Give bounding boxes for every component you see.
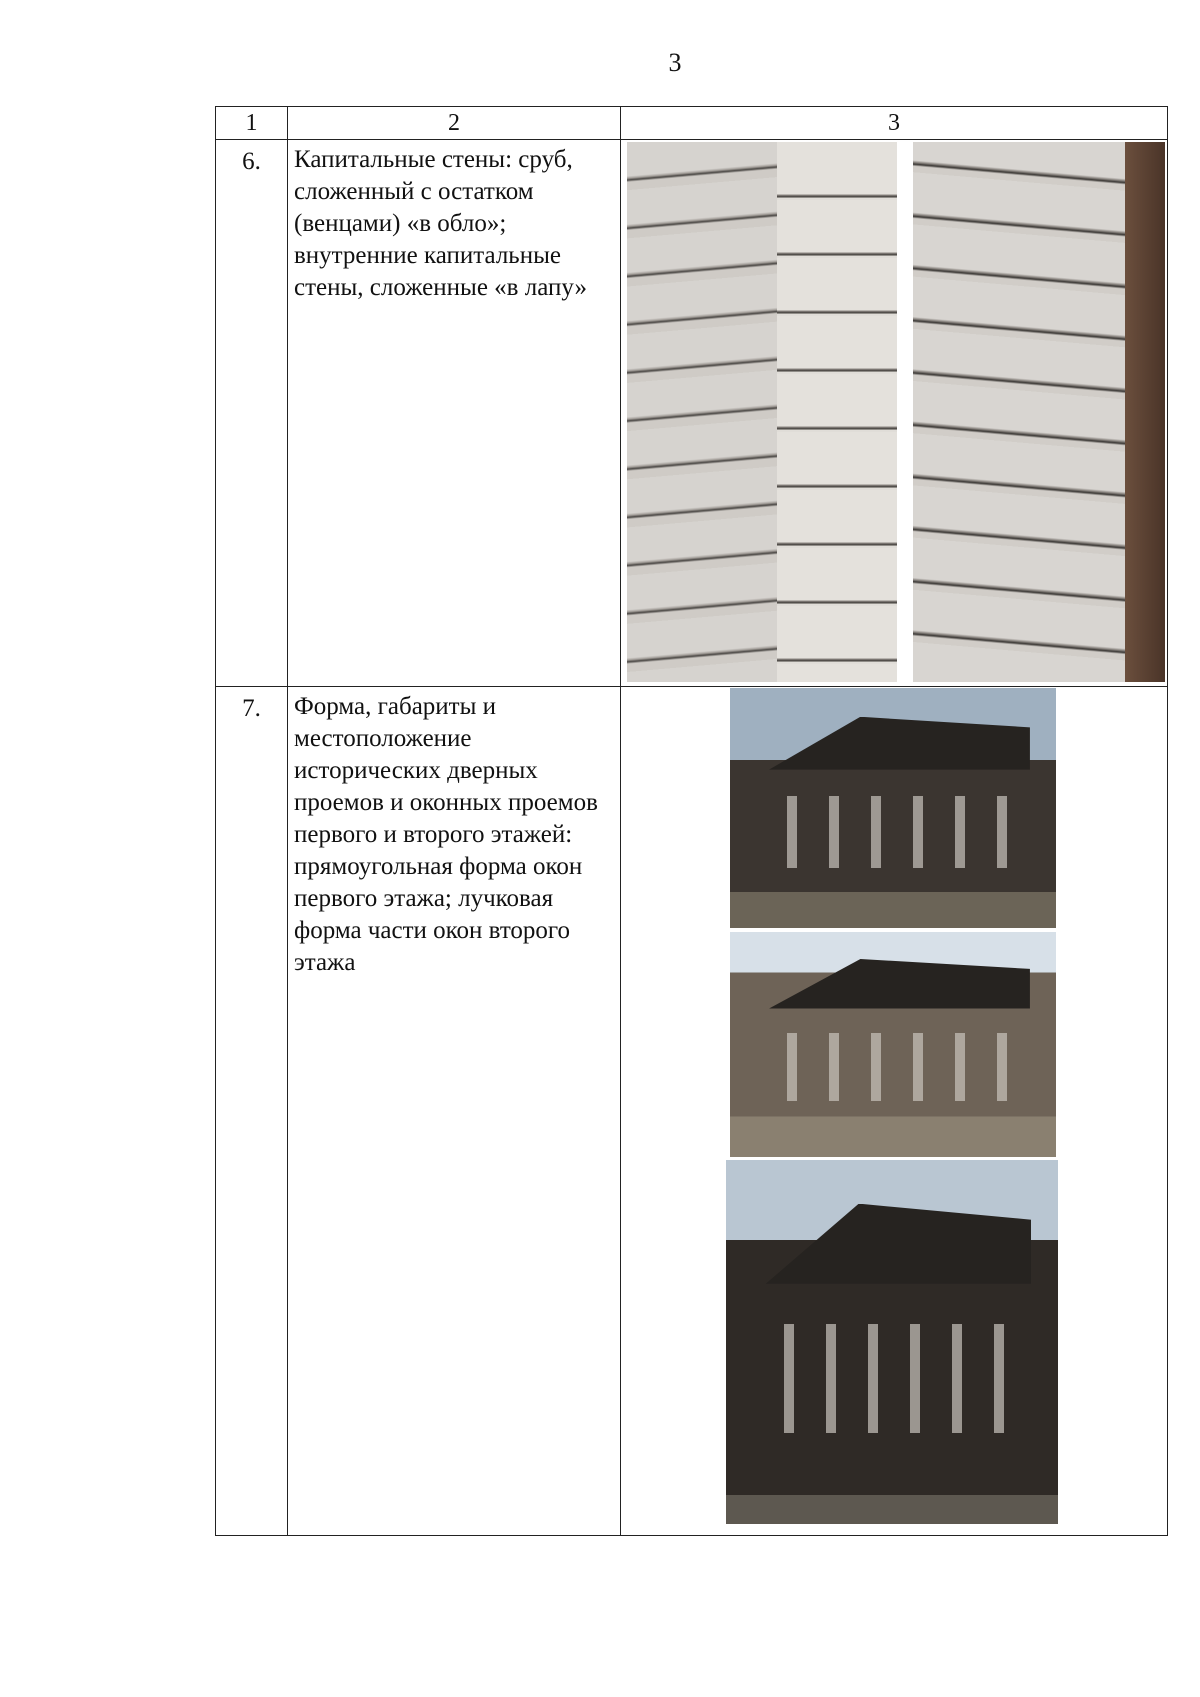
header-col-1: 1 [216,107,288,140]
header-col-3: 3 [621,107,1168,140]
house-front-photo [730,688,1056,928]
house-facade-photo [730,932,1056,1157]
row-description: Форма, габариты и местоположение исторических дверных проемов и оконных проемов первого и второго этажей: прямоугольная форма окон первого этажа; лучковая форма части окон второго этажа [288,687,621,1536]
row-number: 6. [216,140,288,687]
row-description: Капитальные стены: сруб, сложенный с остатком (венцами) «в обло»; внутренние капитальные стены, сложенные «в лапу» [288,140,621,687]
header-col-2: 2 [288,107,621,140]
log-wall-corner-photo [627,142,897,682]
log-wall-side-photo [913,142,1165,682]
row-number: 7. [216,687,288,1536]
house-gable-photo [726,1160,1058,1524]
table-header-row [216,107,1168,140]
page-number: 3 [668,48,682,77]
